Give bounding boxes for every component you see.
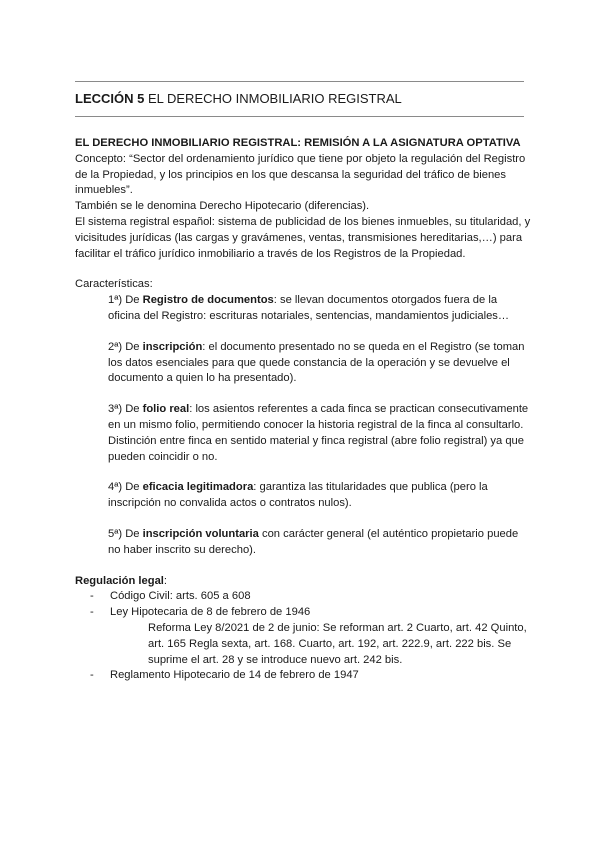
char-text: : el documento presentado no se queda en el Registro (se toman	[202, 340, 525, 353]
list-item	[75, 668, 535, 684]
characteristic-item	[108, 293, 535, 325]
char-prefix: 3ª) De	[108, 403, 143, 416]
characteristics-label: Características:	[75, 278, 153, 291]
char-term: folio real	[142, 403, 190, 416]
also-called-text: También se le denomina Derecho Hipotecario (diferencias).	[75, 200, 370, 213]
concept-line-2: de la Propiedad, y los principios en los que descansa la seguridad del tráfico de bienes	[75, 168, 506, 181]
list-item	[75, 589, 535, 605]
regulation-heading	[75, 574, 535, 590]
char-prefix: 1ª) De	[108, 294, 143, 307]
characteristic-item	[108, 527, 535, 559]
lesson-number: LECCIÓN 5	[75, 91, 145, 106]
reform-line-1: Reforma Ley 8/2021 de 2 de junio: Se reforman art. 2 Cuarto, art. 42 Quinto,	[148, 621, 527, 634]
regulation-colon: :	[163, 574, 168, 587]
header-bottom-rule	[75, 116, 524, 117]
characteristics-list	[75, 293, 535, 558]
char-line: pueden coincidir o no.	[108, 450, 218, 463]
char-line: inscripción no convalida actos o contratos nulos).	[108, 497, 352, 510]
list-item	[75, 605, 535, 621]
char-text: : los asientos referentes a cada finca se practican consecutivamente	[189, 403, 529, 416]
char-line: Distinción entre finca en sentido material y finca registral (abre folio registral) ya que	[108, 434, 524, 447]
dash-bullet: -	[90, 590, 94, 603]
char-text: : se llevan documentos otorgados fuera de la	[273, 294, 498, 307]
char-term: Registro de documentos	[142, 294, 274, 307]
char-text: : garantiza las titularidades que publica (pero la	[253, 481, 488, 494]
char-line: en un mismo folio, permitiendo conocer la historia registral de la finca al consultarlo.	[108, 418, 524, 431]
characteristic-item	[108, 340, 535, 387]
char-line: los datos esenciales para que quede constancia de la operación y se devuelve el	[108, 356, 510, 369]
lesson-title	[75, 90, 402, 108]
regulation-item-text: Reglamento Hipotecario de 14 de febrero de 1947	[110, 669, 359, 682]
char-prefix: 2ª) De	[108, 340, 143, 353]
char-term: eficacia legitimadora	[142, 481, 254, 494]
reform-note	[75, 621, 535, 668]
dash-bullet: -	[90, 606, 94, 619]
char-line: documento a quien lo ha presentado).	[108, 372, 297, 385]
char-term: inscripción	[142, 340, 203, 353]
system-line-3: facilitar el tráfico jurídico inmobiliario a través de los Registros de la Propiedad.	[75, 247, 466, 260]
regulation-list	[75, 589, 535, 621]
lesson-name: EL DERECHO INMOBILIARIO REGISTRAL	[147, 91, 402, 106]
char-line: no haber inscrito su derecho).	[108, 543, 257, 556]
reform-line-3: suprime el art. 28 y se introduce nuevo art. 242 bis.	[148, 653, 403, 666]
char-prefix: 5ª) De	[108, 527, 143, 540]
char-text: con carácter general (el auténtico propietario puede	[258, 527, 519, 540]
char-prefix: 4ª) De	[108, 481, 143, 494]
char-line: oficina del Registro: escrituras notariales, sentencias, mandamientos judiciales…	[108, 309, 510, 322]
concept-line-3: inmuebles”.	[75, 184, 133, 197]
reform-line-2: art. 165 Regla sexta, art. 168. Cuarto, art. 192, art. 222.9, art. 222 bis. Se	[148, 637, 512, 650]
document-body	[75, 136, 535, 684]
system-line-1: El sistema registral español: sistema de publicidad de los bienes inmuebles, su titularidad, y	[75, 215, 531, 228]
regulation-label: Regulación legal	[75, 574, 164, 587]
header-top-rule	[75, 81, 524, 82]
regulation-list	[75, 668, 535, 684]
dash-bullet: -	[90, 669, 94, 682]
char-term: inscripción voluntaria	[142, 527, 259, 540]
system-line-2: vicisitudes jurídicas (las cargas y gravámenes, ventas, transmisiones hereditarias,…) para	[75, 231, 523, 244]
concept-line-1: Concepto: “Sector del ordenamiento jurídico que tiene por objeto la regulación del Registro	[75, 152, 526, 165]
regulation-item-text: Ley Hipotecaria de 8 de febrero de 1946	[110, 606, 311, 619]
characteristic-item	[108, 480, 535, 512]
characteristic-item	[108, 402, 535, 465]
section-heading: EL DERECHO INMOBILIARIO REGISTRAL: REMISIÓN A LA ASIGNATURA OPTATIVA	[75, 137, 521, 149]
regulation-item-text: Código Civil: arts. 605 a 608	[110, 590, 251, 603]
